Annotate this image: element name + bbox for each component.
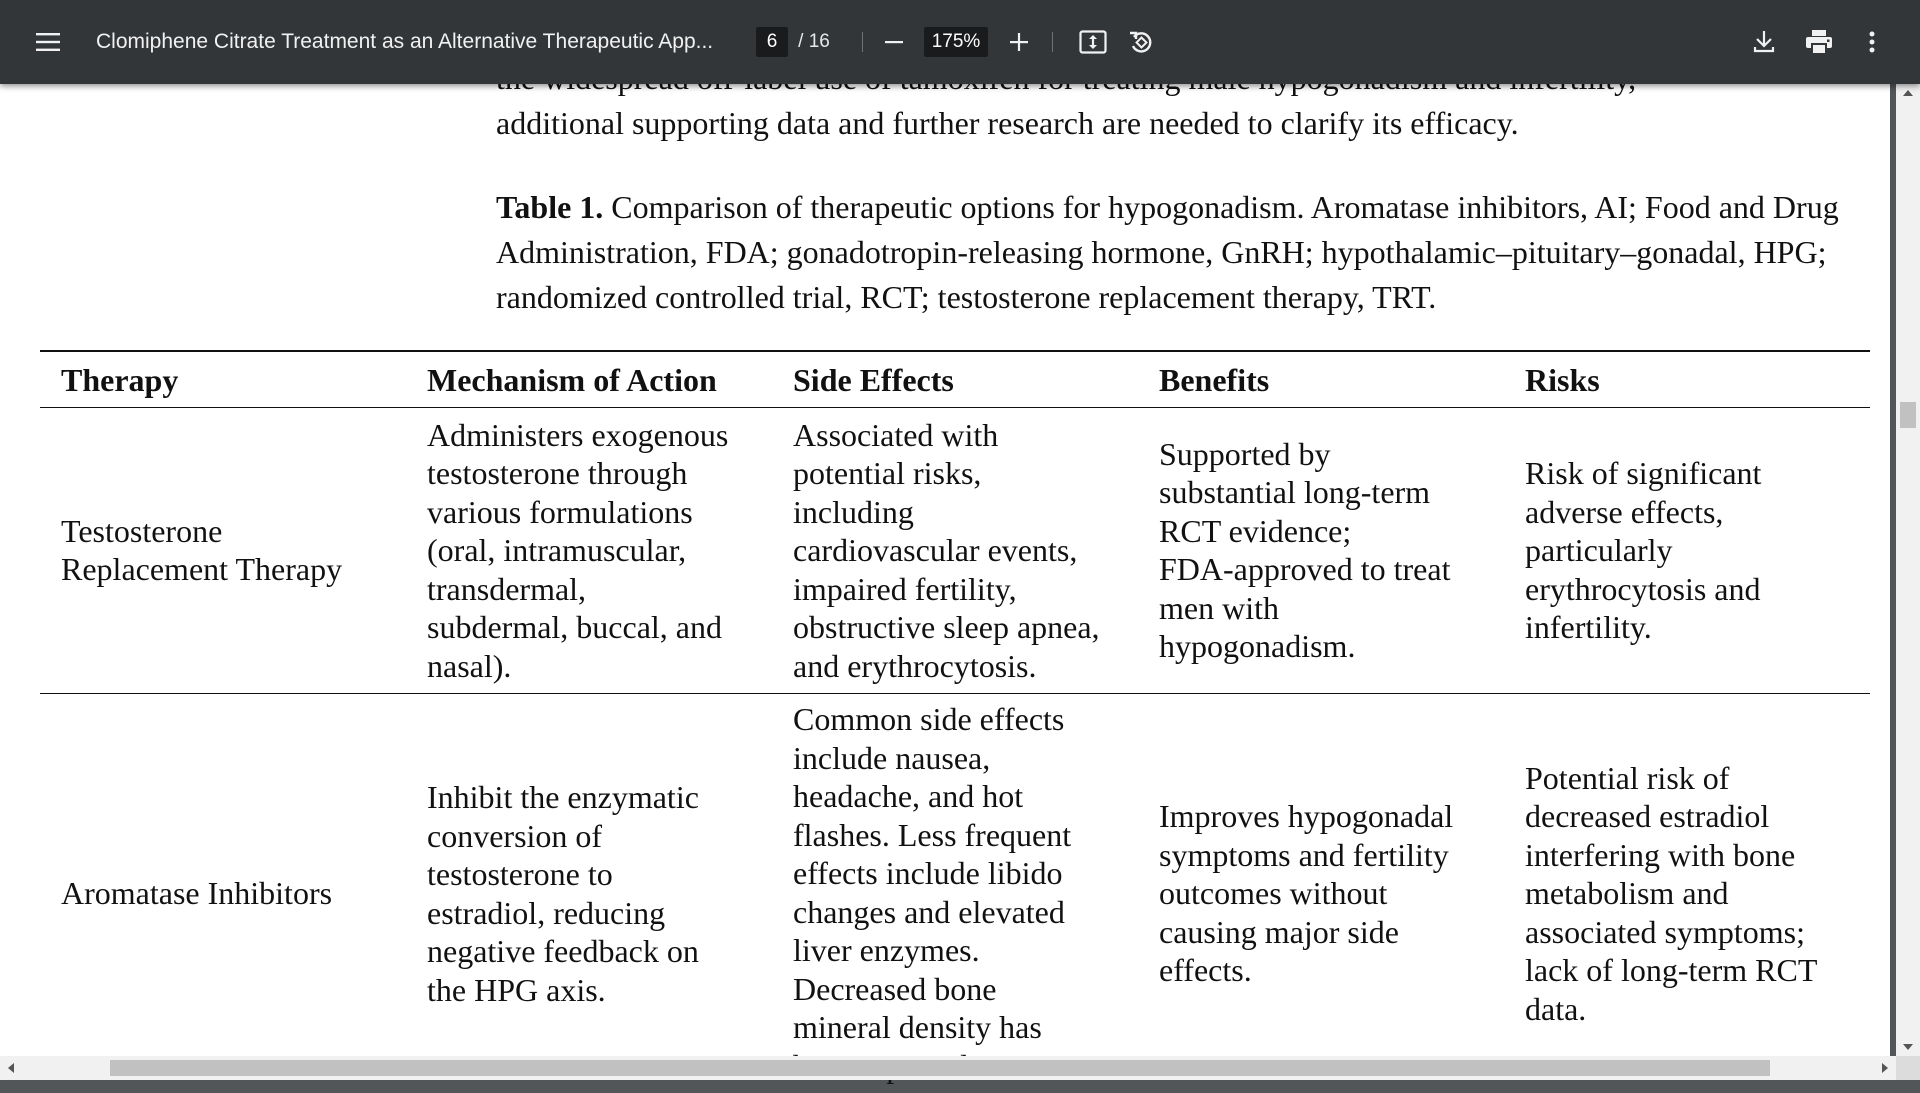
table-cell: Risk of significant adverse effects, particularly erythrocytosis and infertility. [1504,407,1870,694]
scroll-up-arrow-icon[interactable] [1903,90,1913,96]
table-cell: Potential risk of decreased estradiol interfering with bone metabolism and associated symptoms; lack of long-term RCT data. [1504,694,1870,1093]
comparison-table [40,350,1870,1093]
table-cell: Testosterone Replacement Therapy [40,407,406,694]
table-row [40,694,1870,1093]
print-icon [1805,29,1833,55]
pdf-toolbar [0,0,1920,84]
column-header: Side Effects [772,351,1138,407]
download-button[interactable] [1746,0,1782,84]
table-row [40,407,1870,694]
table-cell: Inhibit the enzymatic conversion of testosterone to estradiol, reducing negative feedback on the HPG axis. [406,694,772,1093]
page-number-input[interactable]: 6 [756,27,788,57]
more-vertical-icon [1868,30,1876,54]
zoom-level-input[interactable]: 175% [924,27,988,57]
page-total: / 16 [794,0,834,84]
scroll-down-arrow-icon[interactable] [1903,1044,1913,1050]
scroll-right-arrow-icon[interactable] [1882,1063,1888,1073]
rotate-button[interactable] [1122,0,1160,84]
zoom-out-button[interactable] [878,0,910,84]
rotate-icon [1128,29,1154,55]
plus-icon [1009,32,1029,52]
zoom-in-button[interactable] [1002,0,1036,84]
pdf-page [0,84,1890,1056]
pdf-viewer[interactable] [0,84,1920,1080]
minus-icon [884,32,904,52]
table-header-row [40,351,1870,407]
column-header: Risks [1504,351,1870,407]
caption-label: Table 1. [496,189,603,225]
scroll-left-arrow-icon[interactable] [8,1063,14,1073]
caption-text: Comparison of therapeutic options for hypogonadism. Aromatase inhibitors, AI; Food and Drug Administration, FDA; gonadotropin-releasing hormone, GnRH; hypothalamic–pituitary–gonadal, HPG; randomized controlled trial, RCT; testosterone replacement therapy, TRT. [496,189,1839,315]
scrollbar-corner [1896,1056,1920,1080]
table-cell: Administers exogenous testosterone through various formulations (oral, intramuscular, transdermal, subdermal, buccal, and nasal). [406,407,772,694]
horizontal-scroll-thumb[interactable] [110,1060,1770,1076]
print-button[interactable] [1800,0,1838,84]
vertical-scroll-thumb[interactable] [1900,402,1916,428]
table-cell: Aromatase Inhibitors [40,694,406,1093]
fit-to-page-button[interactable] [1074,0,1112,84]
vertical-scrollbar[interactable] [1896,84,1920,1056]
horizontal-scrollbar[interactable] [0,1056,1920,1080]
column-header: Benefits [1138,351,1504,407]
body-text-line: additional supporting data and further research are needed to clarify its efficacy. [496,100,1876,146]
table-cell: Improves hypogonadal symptoms and fertility outcomes without causing major side effects. [1138,694,1504,1093]
table-cell: Associated with potential risks, including cardiovascular events, impaired fertility, obstructive sleep apnea, and erythrocytosis. [772,407,1138,694]
table-cell: Supported by substantial long-term RCT evidence; FDA-approved to treat men with hypogonadism. [1138,407,1504,694]
more-options-button[interactable] [1854,0,1890,84]
hamburger-menu-icon [36,32,60,52]
toolbar-divider [1052,32,1053,52]
download-icon [1753,30,1775,54]
document-title: Clomiphene Citrate Treatment as an Alternative Therapeutic App... [96,0,736,84]
column-header: Mechanism of Action [406,351,772,407]
fit-to-page-icon [1079,30,1107,54]
table-cell: Common side effects include nausea, headache, and hot flashes. Less frequent effects include libido changes and elevated liver enzymes. Decreased bone mineral density has [772,694,1138,1093]
table-caption [496,185,1876,320]
menu-button[interactable] [28,0,68,84]
column-header: Therapy [40,351,406,407]
toolbar-divider [862,32,863,52]
